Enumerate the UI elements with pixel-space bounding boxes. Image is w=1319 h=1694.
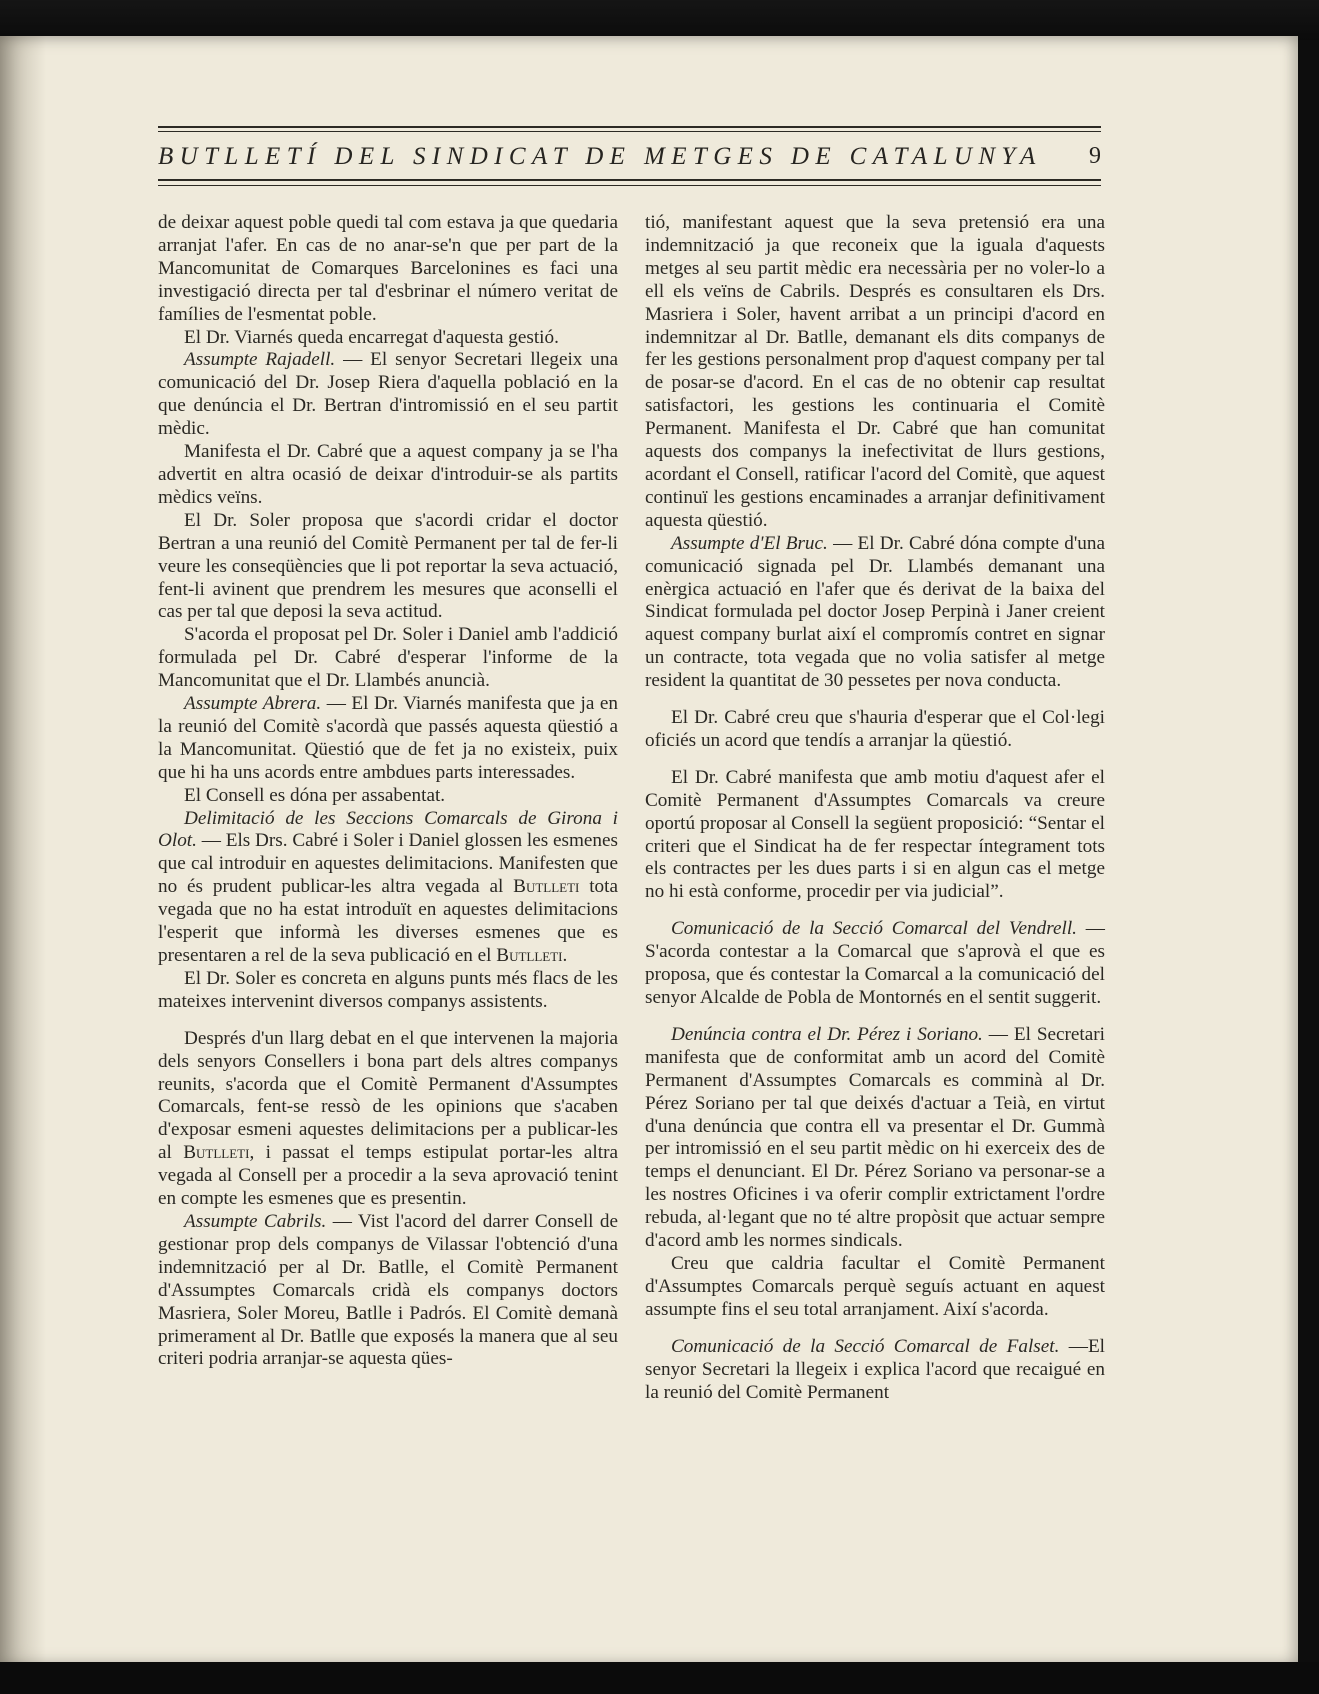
- paragraph-text: Després d'un llarg debat en el que intervenen la majoria dels senyors Consellers i bona part dels altres companys reunits, s'acorda que el Comitè Permanent d'Assumptes Comarcals, fent-se ressò de les opinions que s'acaben d'exposar esmeni aquestes delimitacions per a publicar-les al: [158, 1027, 618, 1164]
- page-number: 9: [1089, 143, 1101, 169]
- paragraph-text: — El Dr. Cabré dóna compte d'una comunicació signada pel Dr. Llambés demanant una enèrgica actuació en l'afer que és derivat de la baixa del Sindicat formulada pel doctor Josep Perpinà i Janer creient aquest company burlat així el compromís contret en signar un contracte, tota vegada que no volia satisfer al metge resident la quantitat de 30 pessetes per nova conducta.: [645, 532, 1105, 692]
- running-header: [158, 137, 1101, 181]
- paragraph: [158, 693, 618, 785]
- scan-border-top: [0, 0, 1319, 40]
- publication-name: Butlleti: [183, 1142, 250, 1164]
- section-heading: Assumpte Rajadell.: [184, 349, 336, 371]
- paragraph: [645, 918, 1105, 1010]
- paragraph-text: tota vegada que no ha estat introduït en aquestes delimitacions l'esperit que informà les diverses esmenes que es presentaren a rel de la seva publicació en el: [158, 876, 618, 966]
- section-heading: Comunicació de la Secció Comarcal del Vendrell.: [671, 918, 1077, 940]
- paragraph-text: — El Dr. Viarnés manifesta que ja en la reunió del Comitè s'acordà que passés aquesta qüestió a la Mancomunitat. Qüestió que de fet ja no existeix, puix que hi ha uns acords entre ambdues parts interessades.: [158, 693, 618, 783]
- header-rule-bottom-thin: [158, 185, 1101, 186]
- paragraph: [158, 1028, 618, 1211]
- paragraph: El Dr. Soler es concreta en alguns punts més flacs de les mateixes intervenint diversos companys assistents.: [158, 967, 618, 1012]
- paragraph-text: — S'acorda contestar a la Comarcal que s'aprovà el que es proposa, que és contestar la Comarcal a la comunicació del senyor Alcalde de Pobla de Montornés en el sentit suggerit.: [645, 918, 1105, 1008]
- paragraph: El Dr. Viarnés queda encarregat d'aquesta gestió.: [184, 326, 559, 348]
- paragraph: [158, 808, 618, 968]
- section-heading: Delimitació de les Seccions Comarcals de Girona i Olot.: [158, 807, 618, 852]
- paragraph-text: .: [562, 945, 568, 966]
- paragraph-text: , i passat el temps estipulat portar-les altra vegada al Consell per a procedir a la seva aprovació tenint en compte les esmenes que es presentin.: [158, 1142, 618, 1210]
- section-heading: Comunicació de la Secció Comarcal de Falset.: [671, 1335, 1060, 1357]
- paragraph: [645, 1024, 1105, 1253]
- header-title: BUTLLETÍ DEL SINDICAT DE METGES DE CATALUNYA: [158, 143, 1042, 170]
- left-column: [158, 212, 618, 1371]
- publication-name: Butlleti: [496, 945, 563, 966]
- gutter-shadow: [0, 36, 46, 1666]
- paragraph-text: — Vist l'acord del darrer Consell de gestionar prop dels companys de Vilassar l'obtenció d'una indemnització per al Dr. Batlle, el Comitè Permanent d'Assumptes Comarcals cridà els companys doctors Masriera, Soler Moreu, Batlle i Padrós. El Comitè demanà primerament al Dr. Batlle que exposés la manera que al seu criteri podria arranjar-se aquesta qües-: [158, 1210, 618, 1370]
- paragraph: El Dr. Soler proposa que s'acordi cridar el doctor Bertran a una reunió del Comitè Permanent per tal de fer-li veure les conseqüències que li pot reportar la seva actuació, fent-li avinent que prendrem les mesures que aconselli el cas per tal que deposi la seva actitud.: [158, 509, 618, 623]
- scan-border-bottom: [0, 1662, 1319, 1694]
- paragraph-text: — Els Drs. Cabré i Soler i Daniel glossen les esmenes que cal introduir en aquestes delimitacions. Manifesten que no és prudent publicar-les altra vegada al: [158, 830, 618, 898]
- paragraph: El Consell es dóna per assabentat.: [184, 784, 446, 806]
- paragraph: de deixar aquest poble quedi tal com estava ja que quedaria arranjat l'afer. En cas de no anar-se'n que per part de la Mancomunitat de Comarques Barcelonines es faci una investigació directa per tal d'esbrinar el número veritat de famílies de l'esmentat poble.: [158, 212, 618, 325]
- section-heading: Assumpte Cabrils.: [184, 1210, 327, 1232]
- section-heading: Denúncia contra el Dr. Pérez i Soriano.: [671, 1023, 983, 1045]
- header-rule-top: [158, 126, 1101, 128]
- paragraph: tió, manifestant aquest que la seva pretensió era una indemnització ja que reconeix que la iguala d'aquests metges al seu partit mèdic era necessària per no voler-lo a ell els veïns de Cabrils. Després es consultaren els Drs. Masriera i Soler, havent arribat a un principi d'acord en indemnitzar al Dr. Batlle, demanant els dits companys de fer les gestions personalment prop d'aquest company per tal de posar-se d'acord. En el cas de no obtenir cap resultat satisfactori, les gestions les continuaria el Comitè Permanent. Manifesta el Dr. Cabré que han comunitat aquests dos companys la inefectivitat de llurs gestions, acordant el Consell, ratificar l'acord del Comitè, que aquest continuï les gestions encaminades a arranjar definitivament aquesta qüestió.: [645, 212, 1105, 531]
- section-heading: Assumpte Abrera.: [184, 693, 322, 715]
- right-column: [645, 212, 1105, 1404]
- paragraph-text: — El Secretari manifesta que de conformitat amb un acord del Comitè Permanent d'Assumptes Comarcals es comminà al Dr. Pérez Soriano per tal que deixés d'actuar a Teià, en virtut d'una denúncia que contra ell va presentar el Dr. Gummà per intromissió en el seu partit mèdic on hi exerceix des de temps el denunciant. El Dr. Pérez Soriano va personar-se a les nostres Oficines i va oferir complir extrictament l'ordre rebuda, al·legant que no té altre propòsit que actuar sempre d'acord amb les normes sindicals.: [645, 1023, 1105, 1252]
- section-heading: Assumpte d'El Bruc.: [671, 532, 828, 554]
- paragraph-text: —El senyor Secretari la llegeix i explica l'acord que recaigué en la reunió del Comitè Permanent: [645, 1335, 1105, 1403]
- publication-name: Butlleti: [513, 876, 580, 898]
- paragraph: Manifesta el Dr. Cabré que a aquest company ja se l'ha advertit en altra ocasió de deixar d'introduir-se als partits mèdics veïns.: [158, 441, 618, 508]
- header-rule-bottom: [158, 179, 1101, 181]
- paragraph: S'acorda el proposat pel Dr. Soler i Daniel amb l'addició formulada pel Dr. Cabré d'esperar l'informe de la Mancomunitat que el Dr. Llambés anuncià.: [158, 624, 618, 692]
- paragraph: El Dr. Cabré manifesta que amb motiu d'aquest afer el Comitè Permanent d'Assumptes Comarcals va creure oportú proposar al Consell la següent proposició: “Sentar el criteri que el Sindicat ha de fer respectar íntegrament tots els contractes per les dues parts i si en algun cas el metge no hi està conforme, procedir per via judicial”.: [645, 766, 1105, 903]
- paragraph-text: — El senyor Secretari llegeix una comunicació del Dr. Josep Riera d'aquella població en la que denúncia el Dr. Bertran d'intromissió en el seu partit mèdic.: [158, 349, 618, 440]
- paragraph: [645, 1336, 1105, 1405]
- paragraph: Creu que caldria facultar el Comitè Permanent d'Assumptes Comarcals perquè seguís actuant en aquest assumpte fins el seu total arranjament. Així s'acorda.: [645, 1252, 1105, 1320]
- paragraph: [158, 349, 618, 441]
- paragraph: [158, 1211, 618, 1371]
- paragraph: El Dr. Cabré creu que s'hauria d'esperar que el Col·legi oficiés un acord que tendís a arranjar la qüestió.: [645, 707, 1105, 751]
- header-rule-top-thin: [158, 131, 1101, 132]
- paragraph: [645, 533, 1105, 693]
